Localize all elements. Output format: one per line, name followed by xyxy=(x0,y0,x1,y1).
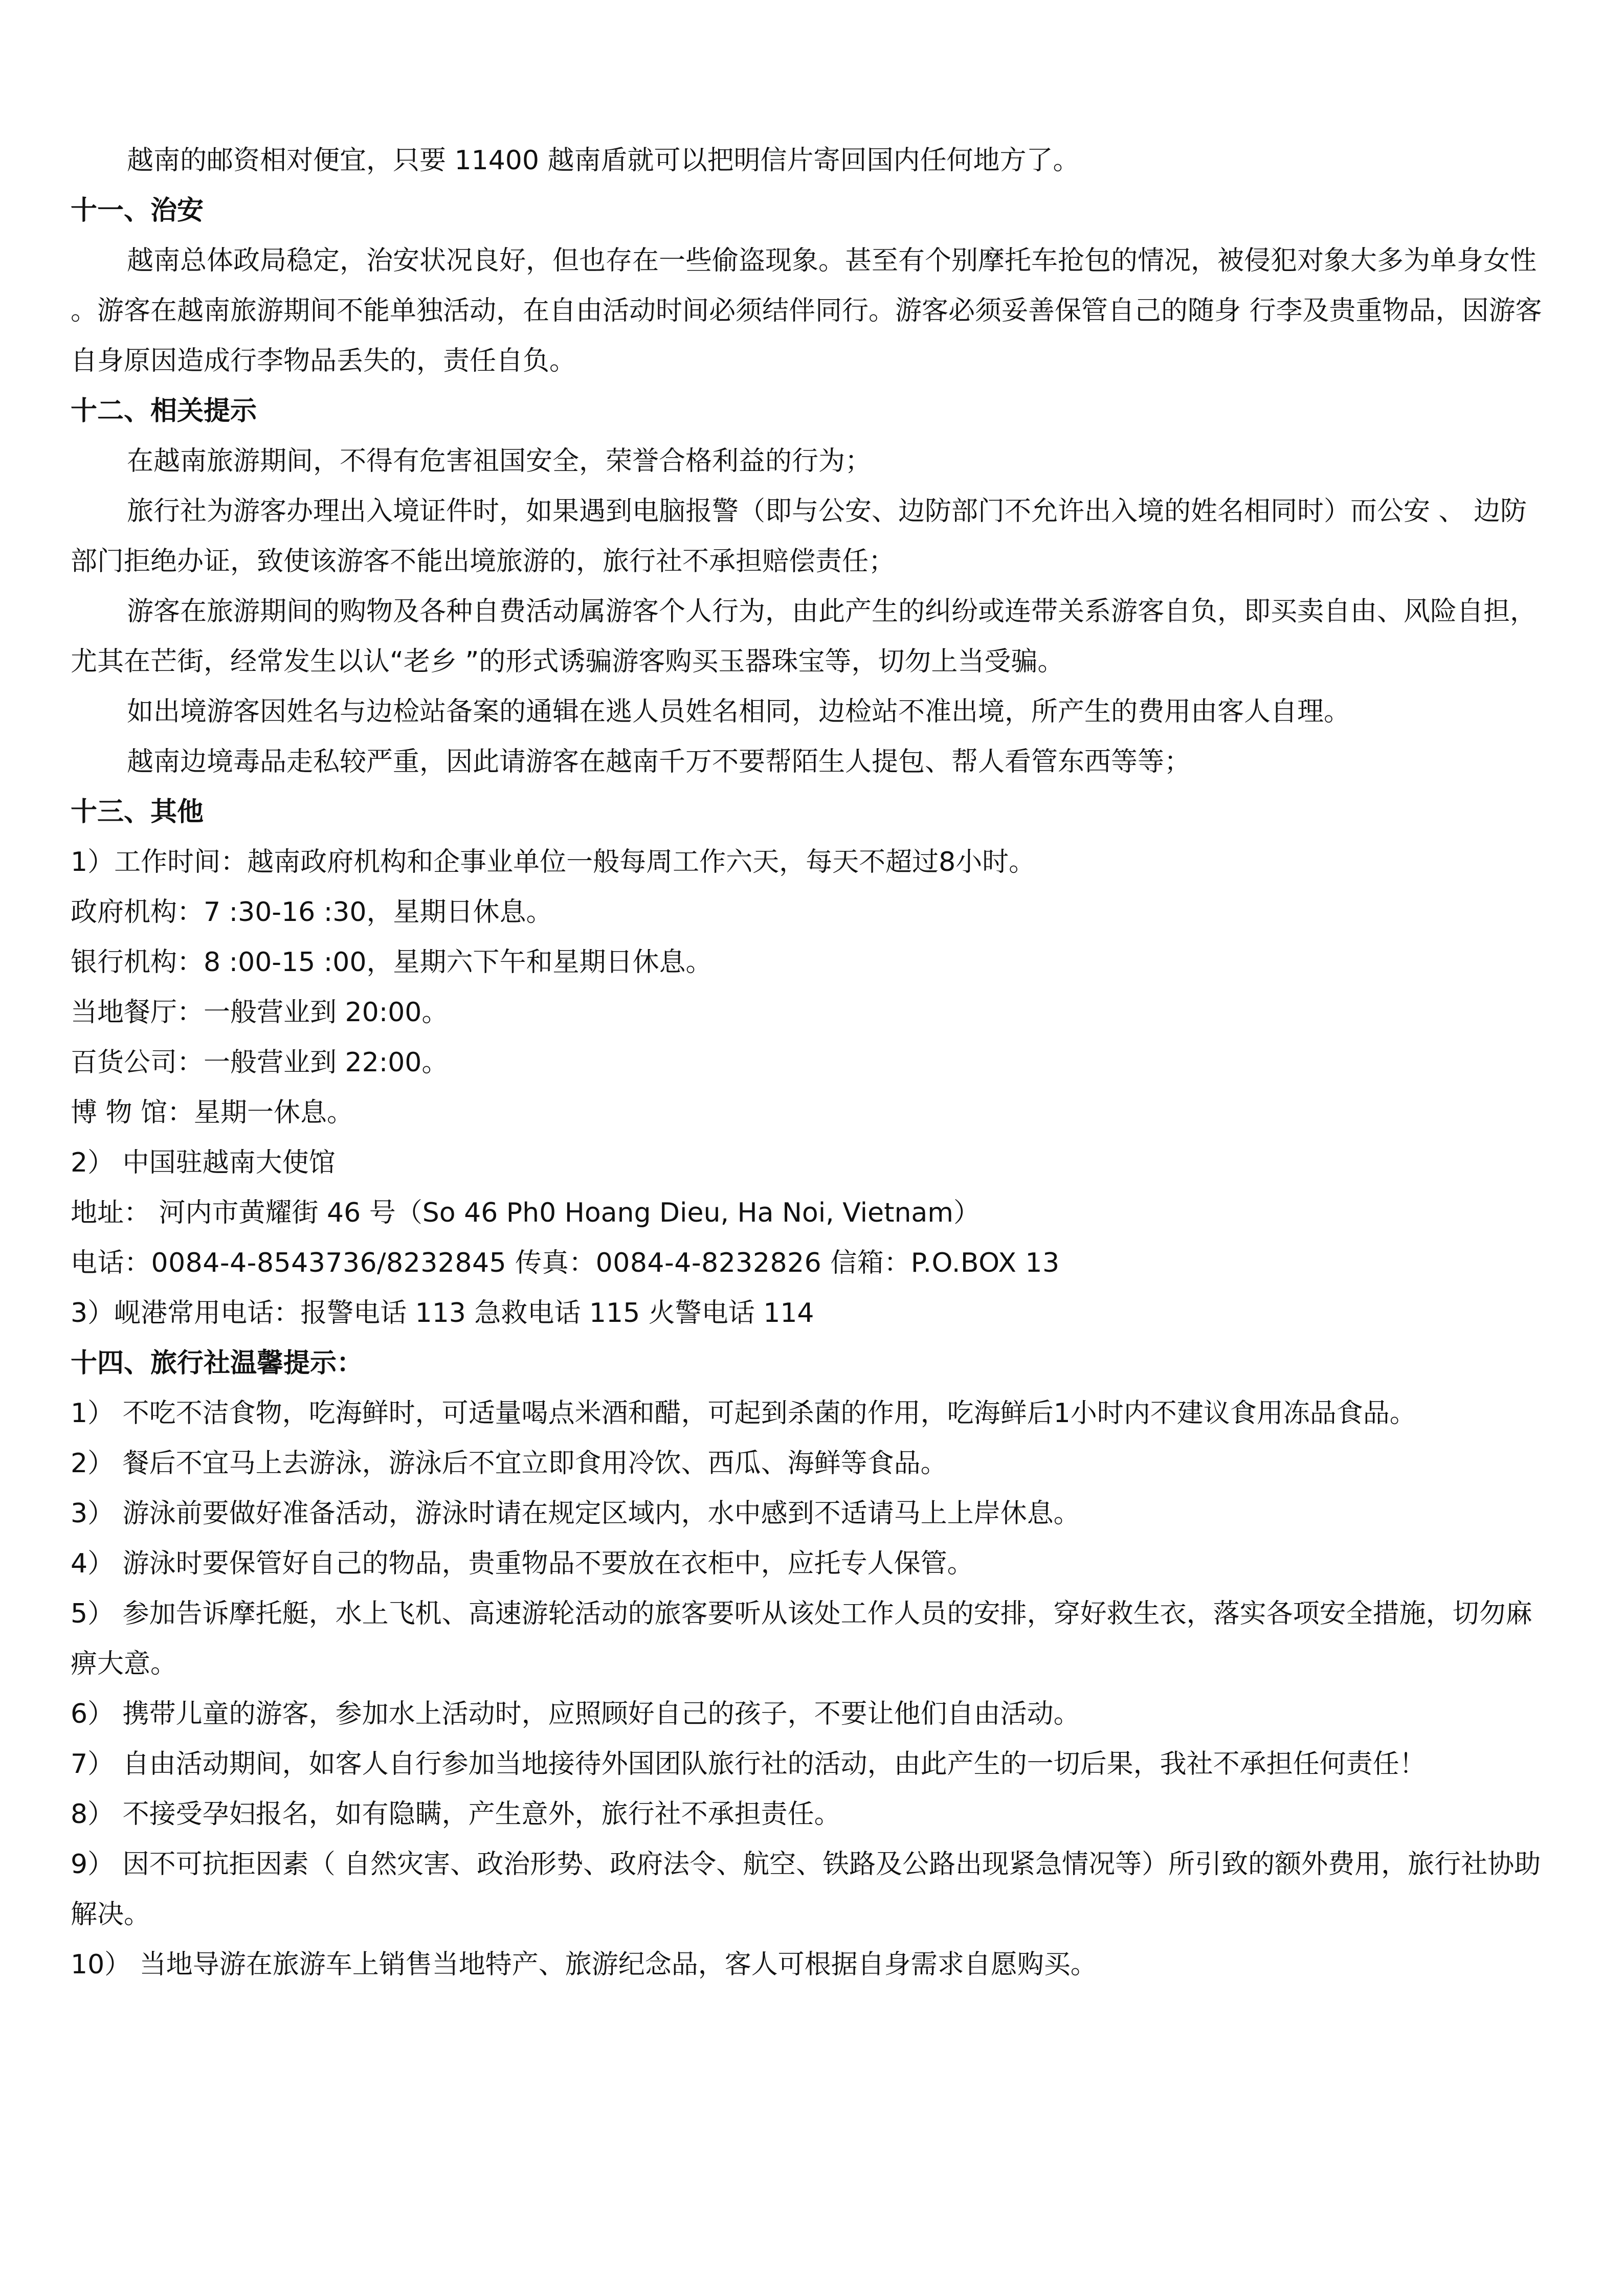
other-line-9: 电话：0084-4-8543736/8232845 传真：0084-4-8232826 信箱：P.O.BOX 13 xyxy=(71,1248,1060,1278)
section-heading-security: 十一、治安 xyxy=(71,195,204,226)
other-line-4: 当地餐厅：一般营业到 20:00。 xyxy=(71,997,449,1028)
reminder-item-3: 3） 游泳前要做好准备活动，游泳时请在规定区域内，水中感到不适请马上上岸休息。 xyxy=(71,1498,1080,1529)
other-line-7: 2） 中国驻越南大使馆 xyxy=(71,1147,336,1178)
tip-paragraph-2: 旅行社为游客办理出入境证件时，如果遇到电脑报警（即与公安、边防部门不允许出入境的姓名相同时）而公安 、 边防部门拒绝办证，致使该游客不能出境旅游的，旅行社不承担赔偿责任； xyxy=(71,496,1527,577)
reminder-item-6: 6） 携带儿童的游客，参加水上活动时，应照顾好自己的孩子，不要让他们自由活动。 xyxy=(71,1699,1080,1729)
other-line-1: 1）工作时间：越南政府机构和企事业单位一般每周工作六天，每天不超过8小时。 xyxy=(71,847,1036,877)
reminder-item-10: 10） 当地导游在旅游车上销售当地特产、旅游纪念品，客人可根据自身需求自愿购买。 xyxy=(71,1949,1097,1980)
other-line-6: 博 物 馆：星期一休息。 xyxy=(71,1097,354,1128)
other-line-2: 政府机构：7 :30-16 :30，星期日休息。 xyxy=(71,897,553,928)
section-heading-other: 十三、其他 xyxy=(71,797,204,827)
tip-paragraph-5: 越南边境毒品走私较严重，因此请游客在越南千万不要帮陌生人提包、帮人看管东西等等； xyxy=(127,747,1191,777)
reminder-item-2: 2） 餐后不宜马上去游泳，游泳后不宜立即食用冷饮、西瓜、海鲜等食品。 xyxy=(71,1448,947,1479)
reminder-item-9: 9） 因不可抗拒因素（ 自然灾害、政治形势、政府法令、航空、铁路及公路出现紧急情况等）所引致的额外费用，旅行社协助解决。 xyxy=(71,1849,1541,1930)
other-line-3: 银行机构：8 :00-15 :00，星期六下午和星期日休息。 xyxy=(71,947,713,978)
reminder-item-8: 8） 不接受孕妇报名，如有隐瞒，产生意外，旅行社不承担责任。 xyxy=(71,1799,841,1830)
tip-paragraph-3: 游客在旅游期间的购物及各种自费活动属游客个人行为，由此产生的纠纷或连带关系游客自负，即买卖自由、风险自担，尤其在芒街，经常发生以认“老乡 ”的形式诱骗游客购买玉器珠宝等，切勿上当受骗。 xyxy=(71,596,1537,677)
other-line-8: 地址： 河内市黄耀街 46 号（So 46 Ph0 Hoang Dieu, Ha Noi, Vietnam） xyxy=(71,1198,980,1228)
section-heading-tips: 十二、相关提示 xyxy=(71,396,257,426)
security-paragraph: 越南总体政局稳定，治安状况良好，但也存在一些偷盗现象。甚至有个别摩托车抢包的情况，被侵犯对象大多为单身女性 。游客在越南旅游期间不能单独活动，在自由活动时间必须结伴同行。游客必须妥善保管自己的随身 行李及贵重物品，因游客自身原因造成行李物品丢失的，责任自负。 xyxy=(71,245,1542,376)
postage-paragraph: 越南的邮资相对便宜，只要 11400 越南盾就可以把明信片寄回国内任何地方了。 xyxy=(127,145,1080,176)
section-heading-reminders: 十四、旅行社温馨提示： xyxy=(71,1348,364,1379)
reminder-item-7: 7） 自由活动期间，如客人自行参加当地接待外国团队旅行社的活动，由此产生的一切后果，我社不承担任何责任！ xyxy=(71,1749,1426,1780)
reminder-item-5: 5） 参加告诉摩托艇，水上飞机、高速游轮活动的旅客要听从该处工作人员的安排，穿好救生衣，落实各项安全措施，切勿麻痹大意。 xyxy=(71,1599,1532,1679)
other-line-5: 百货公司：一般营业到 22:00。 xyxy=(71,1047,449,1078)
other-line-10: 3）岘港常用电话：报警电话 113 急救电话 115 火警电话 114 xyxy=(71,1298,814,1329)
tip-paragraph-4: 如出境游客因姓名与边检站备案的通辑在逃人员姓名相同，边检站不准出境，所产生的费用由客人自理。 xyxy=(127,696,1351,727)
tip-paragraph-1: 在越南旅游期间，不得有危害祖国安全，荣誉合格利益的行为； xyxy=(127,446,872,477)
reminder-item-4: 4） 游泳时要保管好自己的物品，贵重物品不要放在衣柜中，应托专人保管。 xyxy=(71,1548,974,1579)
reminder-item-1: 1） 不吃不洁食物，吃海鲜时，可适量喝点米酒和醋，可起到杀菌的作用，吃海鲜后1小时内不建议食用冻品食品。 xyxy=(71,1398,1416,1429)
